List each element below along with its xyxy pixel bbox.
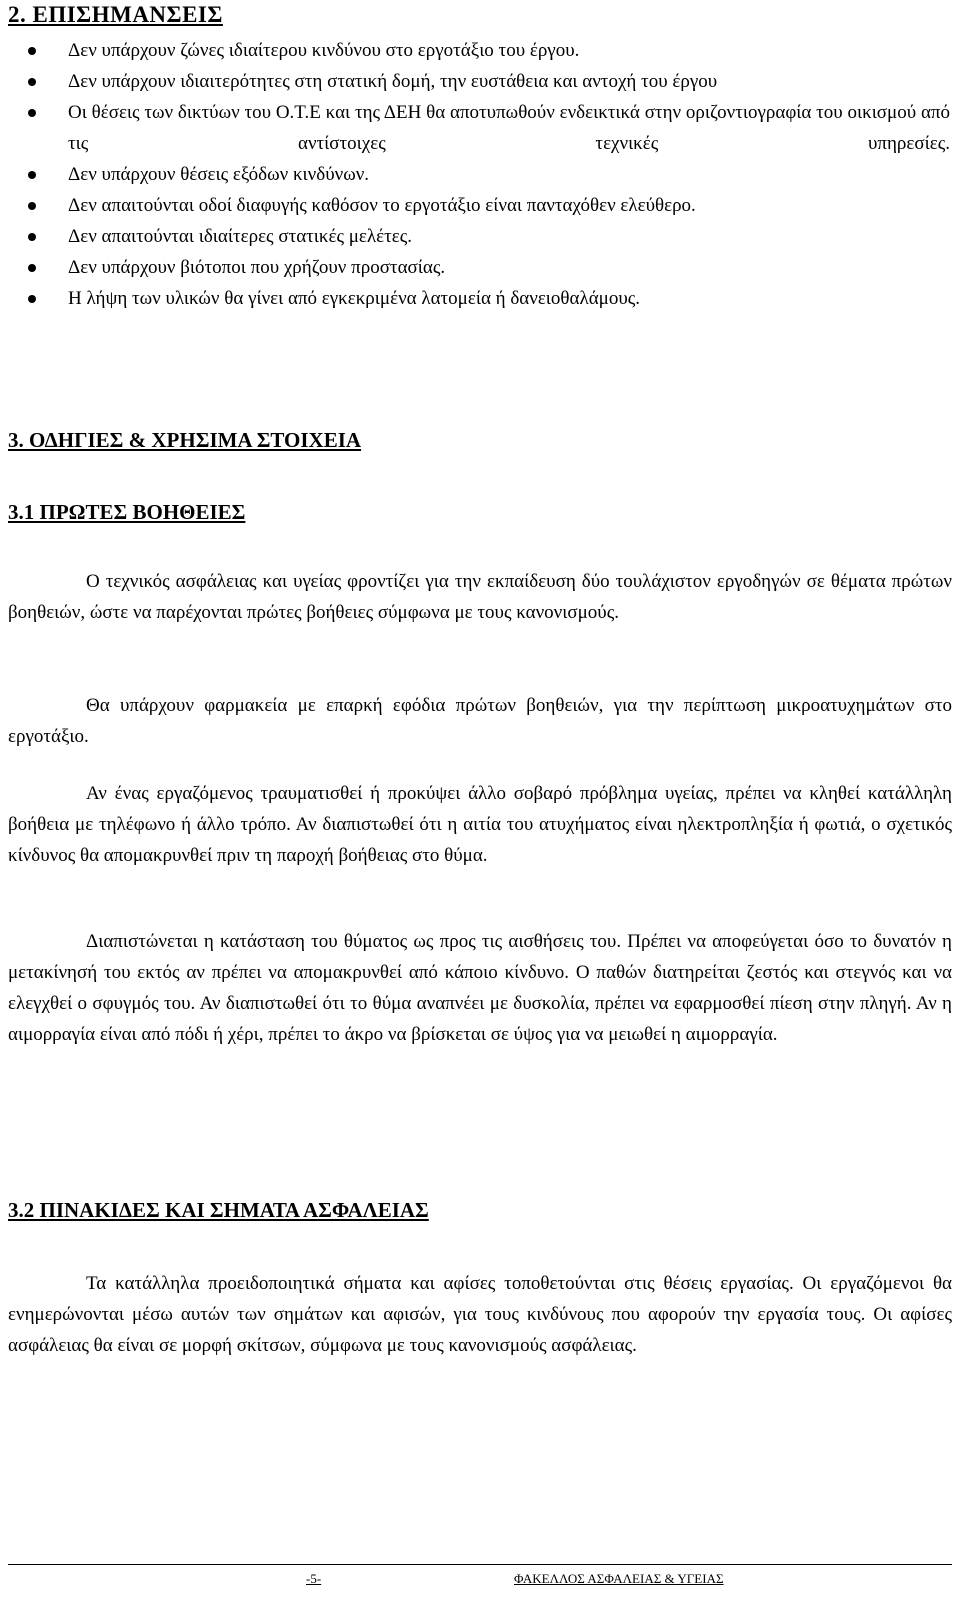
footer-title: ΦΑΚΕΛΛΟΣ ΑΣΦΑΛΕΙΑΣ & ΥΓΕΙΑΣ	[514, 1571, 724, 1586]
section-3-2-heading: 3.2 ΠΙΝΑΚΙΔΕΣ ΚΑΙ ΣΗΜΑΤΑ ΑΣΦΑΛΕΙΑΣ	[8, 1198, 429, 1222]
bullet-item	[0, 283, 960, 314]
page-number: -5-	[306, 1571, 322, 1586]
section-3-heading: 3. ΟΔΗΓΙΕΣ & ΧΡΗΣΙΜΑ ΣΤΟΙΧΕΙΑ	[8, 428, 362, 452]
bullet-item	[0, 35, 960, 66]
first-aid-paragraph-3: Αν ένας εργαζόμενος τραυματισθεί ή προκύψει άλλο σοβαρό πρόβλημα υγείας, πρέπει να κληθεί κατάλληλη βοήθεια με τηλέφωνο ή άλλο τρόπο. Αν διαπιστωθεί ότι η αιτία του ατυχήματος είναι ηλεκτροπληξία ή φωτιά, ο σχετικός κίνδυνος θα απομακρυνθεί πριν τη παροχή βοήθειας στο θύμα.	[8, 783, 952, 866]
bullet-text: Δεν υπάρχουν ιδιαιτερότητες στη στατική δομή, την ευστάθεια και αντοχή του έργου	[68, 71, 718, 92]
bullet-item	[0, 159, 960, 190]
bullet-text: Δεν απαιτούνται οδοί διαφυγής καθόσον το εργοτάξιο είναι πανταχόθεν ελεύθερο.	[68, 195, 696, 216]
bullet-text: Δεν υπάρχουν βιότοποι που χρήζουν προστασίας.	[68, 257, 446, 278]
bullet-item	[0, 221, 960, 252]
section-2-heading: 2. ΕΠΙΣΗΜΑΝΣΕΙΣ	[8, 2, 223, 27]
bullet-item	[0, 252, 960, 283]
bullet-icon	[28, 109, 36, 117]
bullet-icon	[28, 264, 36, 272]
bullet-icon	[28, 295, 36, 303]
bullet-icon	[28, 78, 36, 86]
first-aid-paragraph-1: Ο τεχνικός ασφάλειας και υγείας φροντίζει για την εκπαίδευση δύο τουλάχιστον εργοδηγών σε θέματα πρώτων βοηθειών, ώστε να παρέχονται πρώτες βοήθειες σύμφωνα με τους κανονισμούς.	[8, 571, 952, 623]
bullet-item	[0, 97, 960, 159]
bullet-icon	[28, 202, 36, 210]
safety-signs-paragraph: Τα κατάλληλα προειδοποιητικά σήματα και αφίσες τοποθετούνται στις θέσεις εργασίας. Οι εργαζόμενοι θα ενημερώνονται μέσω αυτών των σημάτων και αφισών, για τους κινδύνους που αφορούν την εργασία τους. Οι αφίσες ασφάλειας θα είναι σε μορφή σκίτσων, σύμφωνα με τους κανονισμούς ασφάλειας.	[8, 1273, 952, 1356]
bullet-text: Οι θέσεις των δικτύων του Ο.Τ.Ε και της ΔΕΗ θα αποτυπωθούν ενδεικτικά στην οριζοντιογραφία του οικισμού από τις αντίστοιχες τεχνικές υπηρεσίες.	[68, 102, 950, 154]
bullet-item	[0, 66, 960, 97]
section-3-1-heading: 3.1 ΠΡΩΤΕΣ ΒΟΗΘΕΙΕΣ	[8, 500, 246, 524]
section-2-bullet-list	[0, 35, 960, 314]
bullet-text: Δεν υπάρχουν θέσεις εξόδων κινδύνων.	[68, 164, 370, 185]
first-aid-paragraph-4: Διαπιστώνεται η κατάσταση του θύματος ως προς τις αισθήσεις του. Πρέπει να αποφεύγεται όσο το δυνατόν η μετακίνησή του εκτός αν πρέπει να απομακρυνθεί από κάποιο κίνδυνο. Ο παθών διατηρείται ζεστός και στεγνός και να ελεγχθεί ο σφυγμός του. Αν διαπιστωθεί ότι το θύμα αναπνέει με δυσκολία, πρέπει να εφαρμοσθεί πίεση στην πληγή. Αν η αιμορραγία είναι από πόδι ή χέρι, πρέπει το άκρο να βρίσκεται σε ύψος για να μειωθεί η αιμορραγία.	[8, 931, 952, 1045]
bullet-icon	[28, 233, 36, 241]
bullet-text: Δεν απαιτούνται ιδιαίτερες στατικές μελέτες.	[68, 226, 412, 247]
footer-divider	[8, 1564, 952, 1565]
first-aid-paragraph-2: Θα υπάρχουν φαρμακεία με επαρκή εφόδια πρώτων βοηθειών, για την περίπτωση μικροατυχημάτων στο εργοτάξιο.	[8, 695, 952, 747]
bullet-icon	[28, 47, 36, 55]
bullet-item	[0, 190, 960, 221]
bullet-text: Δεν υπάρχουν ζώνες ιδιαίτερου κινδύνου στο εργοτάξιο του έργου.	[68, 40, 580, 61]
bullet-text: Η λήψη των υλικών θα γίνει από εγκεκριμένα λατομεία ή δανειοθαλάμους.	[68, 288, 641, 309]
bullet-icon	[28, 171, 36, 179]
